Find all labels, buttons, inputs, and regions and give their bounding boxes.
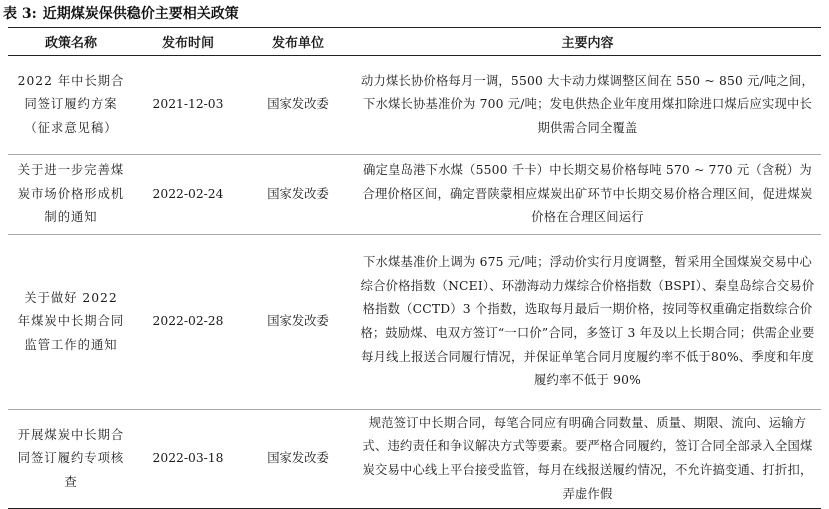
header-issuer: 发布单位: [242, 28, 354, 56]
table-row: [8, 410, 821, 509]
release-date-cell: 2021-12-03: [134, 56, 242, 155]
policy-name-cell: 关于做好 2022 年煤炭中长期合同监管工作的通知: [8, 235, 134, 410]
table-title: 近期煤炭保供稳价主要相关政策: [42, 6, 239, 22]
table-row: [8, 56, 821, 155]
header-policy-name: 政策名称: [8, 28, 134, 56]
header-row: [8, 28, 821, 56]
main-content-cell: 规范签订中长期合同，每笔合同应有明确合同数量、质量、期限、流向、运输方式、违约责任和争议解决方式等要素。要严格合同履约，签订合同全部录入全国煤炭交易中心线上平台接受监管，每月在线报送履约情况，不允许搞变通、打折扣，弄虚作假: [354, 410, 821, 509]
table-row: [8, 155, 821, 235]
main-content-cell: 确定皇岛港下水煤（5500 千卡）中长期交易价格每吨 570 ~ 770 元（含税）为合理价格区间，确定晋陕蒙相应煤炭出矿环节中长期交易价格合理区间，促进煤炭价格在合理区间运行: [354, 155, 821, 235]
table-header: [8, 28, 821, 56]
table-caption: [3, 2, 239, 26]
policy-name-cell: 2022 年中长期合同签订履约方案（征求意见稿）: [8, 56, 134, 155]
release-date-cell: 2022-02-28: [134, 235, 242, 410]
table-row: [8, 235, 821, 410]
policy-name-cell: 关于进一步完善煤炭市场价格形成机制的通知: [8, 155, 134, 235]
issuer-cell: 国家发改委: [242, 56, 354, 155]
header-main-content: 主要内容: [354, 28, 821, 56]
release-date-cell: 2022-02-24: [134, 155, 242, 235]
main-content-cell: 下水煤基准价上调为 675 元/吨；浮动价实行月度调整，暂采用全国煤炭交易中心综合价格指数（NCEI）、环渤海动力煤综合价格指数（BSPI）、秦皇岛综合交易价格指数（CCTD）3 个指数，选取每月最后一期价格，按同等权重确定指数综合价格；鼓励煤、电双方签订“一口价”合同，多签订 3 年及以上长期合同；供需企业要每月线上报送合同履行情况，并保证单笔合同月度履约率不低于80%、季度和年度履约率不低于 90%: [354, 235, 821, 410]
header-release-date: 发布时间: [134, 28, 242, 56]
table-number: 表 3:: [3, 6, 37, 22]
release-date-cell: 2022-03-18: [134, 410, 242, 509]
policy-table: [8, 27, 821, 509]
policy-name-cell: 开展煤炭中长期合同签订履约专项核查: [8, 410, 134, 509]
issuer-cell: 国家发改委: [242, 235, 354, 410]
issuer-cell: 国家发改委: [242, 155, 354, 235]
main-content-cell: 动力煤长协价格每月一调，5500 大卡动力煤调整区间在 550 ~ 850 元/吨之间，下水煤长协基准价为 700 元/吨；发电供热企业年度用煤扣除进口煤后应实现中长期供需合同全覆盖: [354, 56, 821, 155]
issuer-cell: 国家发改委: [242, 410, 354, 509]
table-body: [8, 56, 821, 509]
